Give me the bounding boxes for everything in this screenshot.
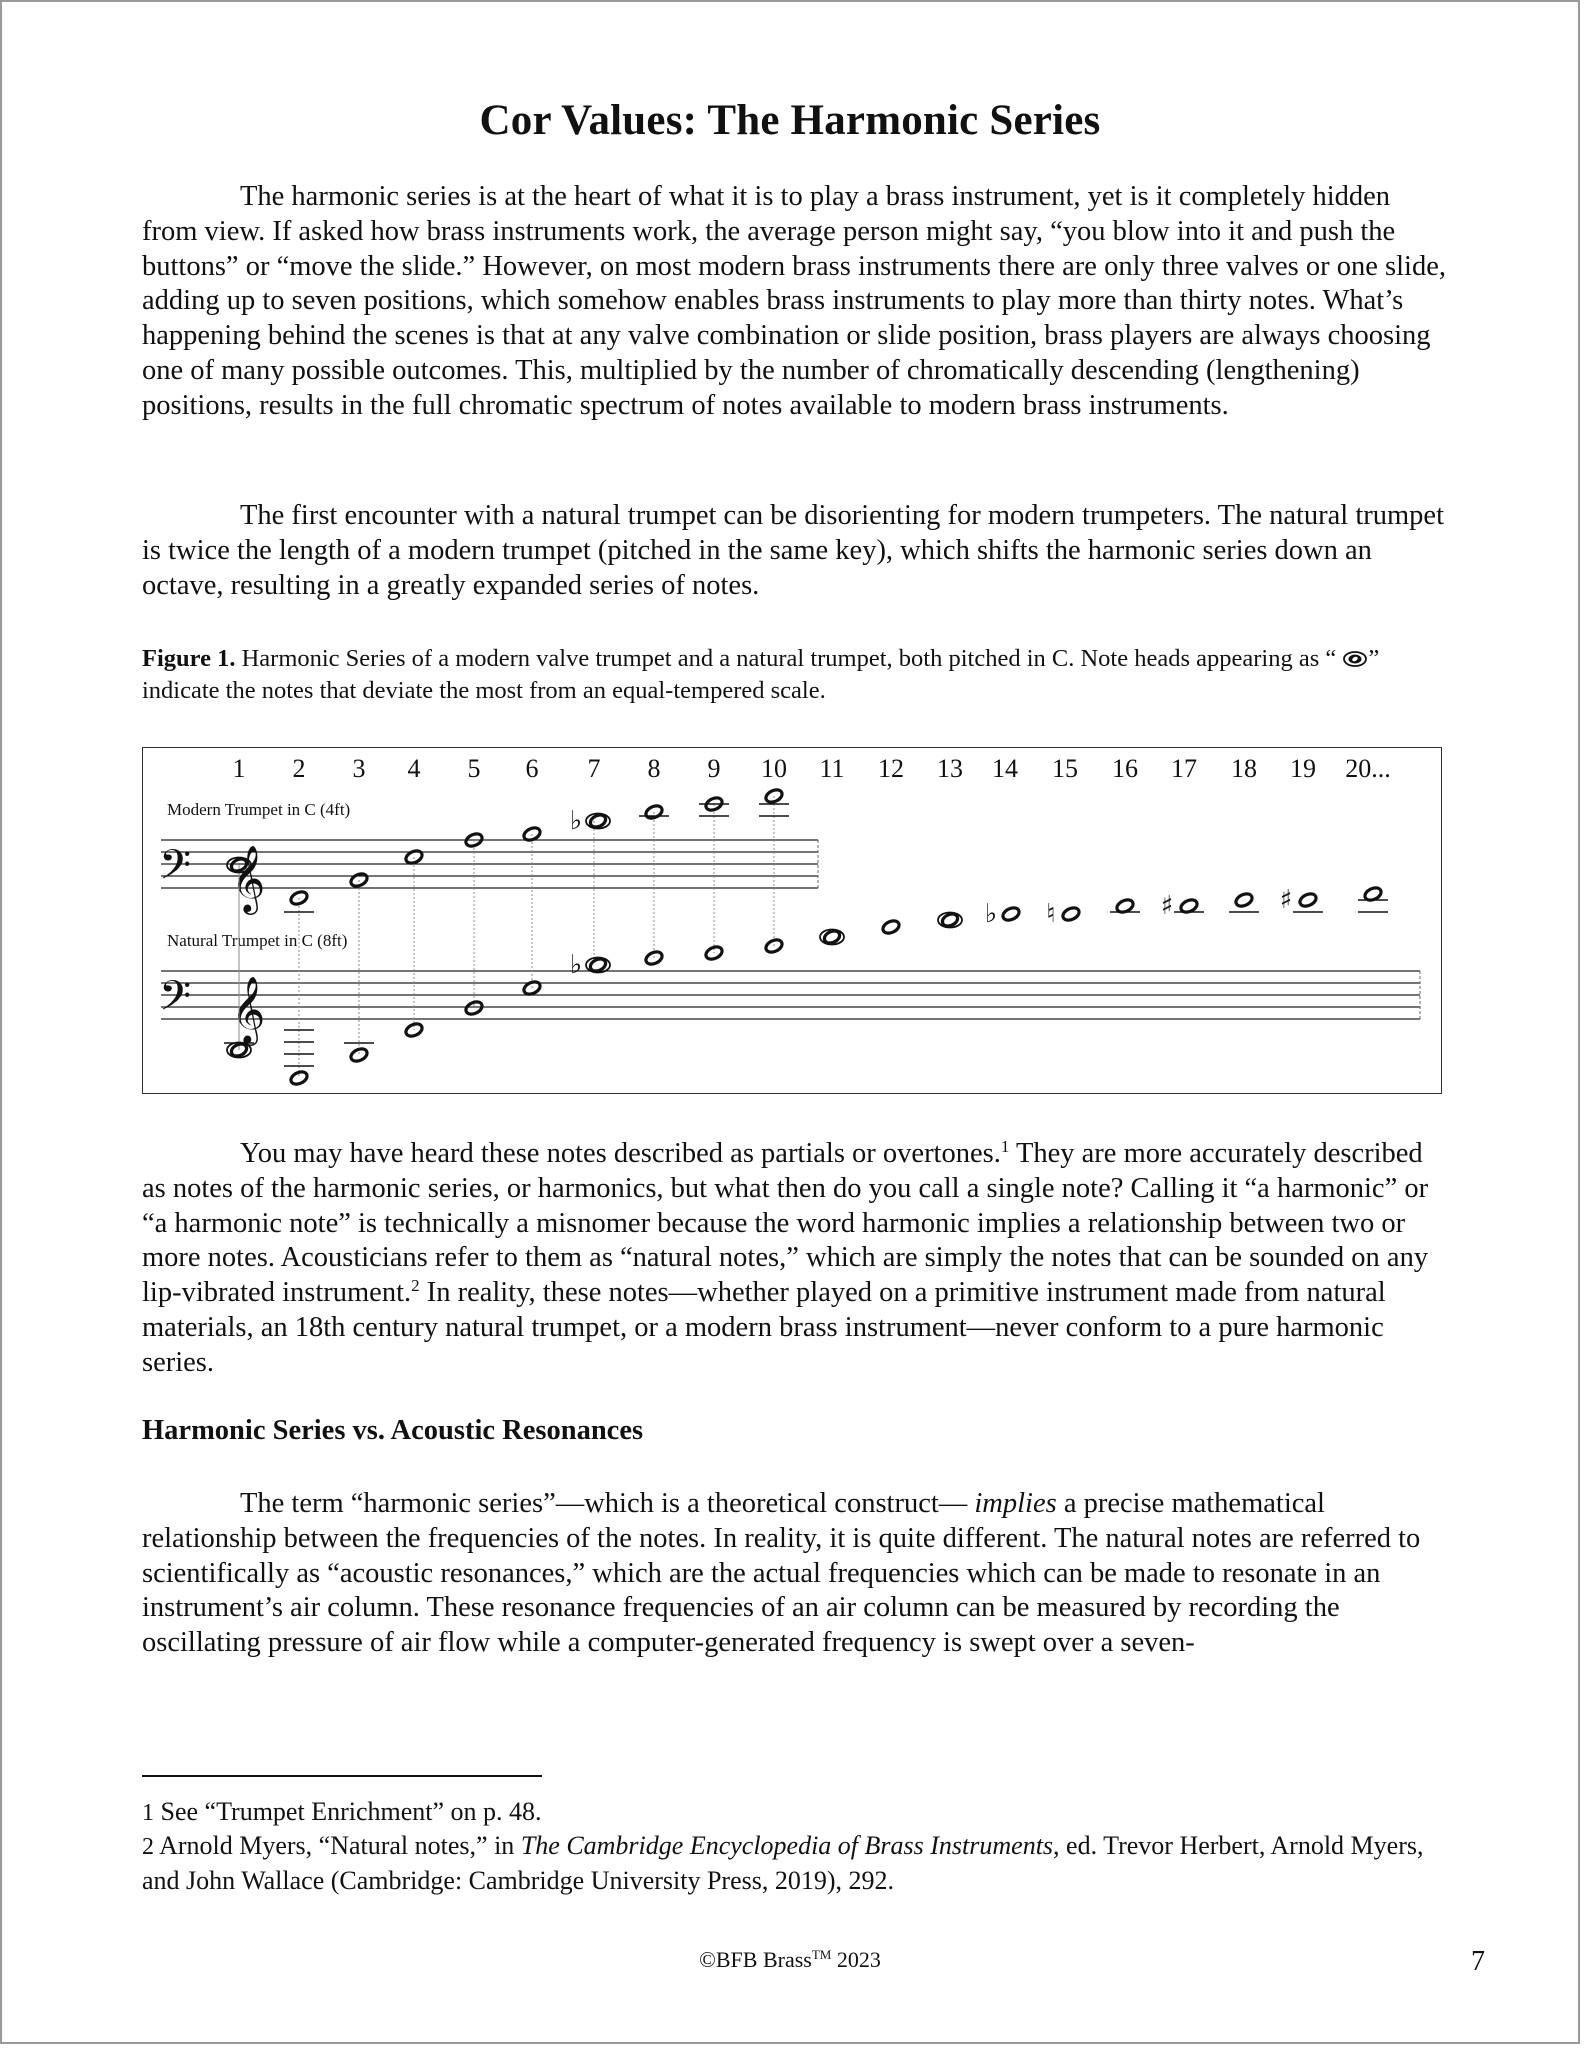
natural-flat-7: ♭ <box>569 950 583 980</box>
natural-natural-15: ♮ <box>1046 899 1056 929</box>
music-score <box>143 748 1440 1092</box>
natural-sharp-17: ♯ <box>1160 891 1174 921</box>
paragraph-partials: You may have heard these notes described as partials or overtones.$^1$ They are more accurately described as notes of the harmonic series, or harmonics, but what then do you call a single note? Calling it “a harmonic” or “a harmonic note” is technically a misnomer because the word harmonic implies a relationship between two or more notes. Acousticians refer to them as “natural notes,” which are simply the notes that can be sounded on any lip-vibrated instrument.$^2$ In reality, these notes—whether played on a primitive instrument made from natural materials, an 18th century natural trumpet, or a modern brass instrument—never conform to a pure harmonic series. <box>142 1137 1429 1378</box>
natural-note-19 <box>1298 891 1318 908</box>
paragraph-intro: The harmonic series is at the heart of what it is to play a brass instrument, yet is it completely hidden from view. If asked how brass instruments work, the average person might say, “you blow into it and push the buttons” or “move the slide.” However, on most modern brass instruments there are only three valves or one slide, adding up to seven positions, which somehow enables brass instruments to play more than thirty notes. What’s happening behind the scenes is that at any valve combination or slide position, brass players are always choosing one of many possible outcomes. This, multiplied by the number of chromatically descending (lengthening) positions, results in the full chromatic spectrum of notes available to modern brass instruments. <box>142 181 1446 421</box>
partial-number-12: 12 <box>878 754 904 783</box>
deviant-notehead-icon <box>1342 650 1368 668</box>
modern-staff-label: Modern Trumpet in C (4ft) <box>167 800 351 819</box>
footnote-divider <box>142 1775 542 1777</box>
treble-clef-modern: 𝄞 <box>231 844 266 912</box>
section-heading: Harmonic Series vs. Acoustic Resonances <box>142 1415 644 1446</box>
treble-clef-natural: 𝄞 <box>231 975 266 1043</box>
partial-number-13: 13 <box>937 754 963 783</box>
partial-number-14: 14 <box>992 754 1018 783</box>
partial-number-1: 1 <box>232 754 246 783</box>
partial-number-3: 3 <box>352 754 366 783</box>
natural-staff-label: Natural Trumpet in C (8ft) <box>167 931 348 950</box>
partial-number-11: 11 <box>819 754 845 783</box>
natural-note-12 <box>881 918 901 935</box>
modern-flat-7: ♭ <box>569 806 583 836</box>
partial-number-18: 18 <box>1231 754 1257 783</box>
copyright-footer: ©BFB Brass™ 2023 <box>699 1947 881 1972</box>
paragraph-acoustic-resonances: The term “harmonic series”—which is a theoretical construct— implies a precise mathematical relationship between the frequencies of the notes. In reality, it is quite different. The natural notes are referred to scientifically as “acoustic resonances,” which are the actual frequencies which can be made to resonate in an instrument’s air column. These resonance frequencies of an air column can be measured by recording the oscillating pressure of air flow while a computer-generated frequency is swept over a seven- <box>142 1488 1421 1659</box>
partial-number-15: 15 <box>1052 754 1078 783</box>
natural-sharp-19: ♯ <box>1279 885 1293 915</box>
figure-caption: Figure 1. Harmonic Series of a modern valve trumpet and a natural trumpet, both pitched in C. Note heads appearing as “ ” indicate the notes that deviate the most from an equal-tempered scale. <box>142 645 1380 704</box>
footnote-2: 2 Arnold Myers, “Natural notes,” in The Cambridge Encyclopedia of Brass Instruments, ed. Trevor Herbert, Arnold Myers, and John Wallace (Cambridge: Cambridge University Press, 2019), 292. <box>142 1831 1424 1895</box>
partial-number-7: 7 <box>587 754 601 783</box>
harmonic-series-figure <box>142 747 1442 1094</box>
partial-number-2: 2 <box>292 754 306 783</box>
partial-number-4: 4 <box>407 754 421 783</box>
partial-number-17: 17 <box>1171 754 1197 783</box>
partial-number-9: 9 <box>707 754 721 783</box>
partial-number-19: 19 <box>1290 754 1316 783</box>
paragraph-natural-trumpet: The first encounter with a natural trumpet can be disorienting for modern trumpeters. The natural trumpet is twice the length of a modern trumpet (pitched in the same key), which shifts the harmonic series down an octave, resulting in a greatly expanded series of notes. <box>142 500 1444 601</box>
footnote-ref-1[interactable]: 1 <box>1000 1137 1010 1156</box>
page-title: Cor Values: The Harmonic Series <box>479 97 1101 144</box>
partial-number-6: 6 <box>525 754 539 783</box>
partial-number-20: 20... <box>1345 754 1391 783</box>
partial-number-8: 8 <box>647 754 661 783</box>
natural-flat-14: ♭ <box>984 899 998 929</box>
partial-number-16: 16 <box>1112 754 1138 783</box>
bass-clef-modern: 𝄢 <box>159 841 192 899</box>
page-number: 7 <box>1471 1946 1485 1977</box>
partial-number-5: 5 <box>467 754 481 783</box>
footnote-ref-2[interactable]: 2 <box>411 1276 420 1296</box>
natural-note-15 <box>1061 905 1081 922</box>
footnote-1: 1 See “Trumpet Enrichment” on p. 48. <box>142 1797 542 1826</box>
natural-note-14 <box>1001 905 1021 922</box>
natural-note-18 <box>1234 891 1254 908</box>
partial-number-10: 10 <box>761 754 787 783</box>
bass-clef-natural: 𝄢 <box>159 972 192 1030</box>
